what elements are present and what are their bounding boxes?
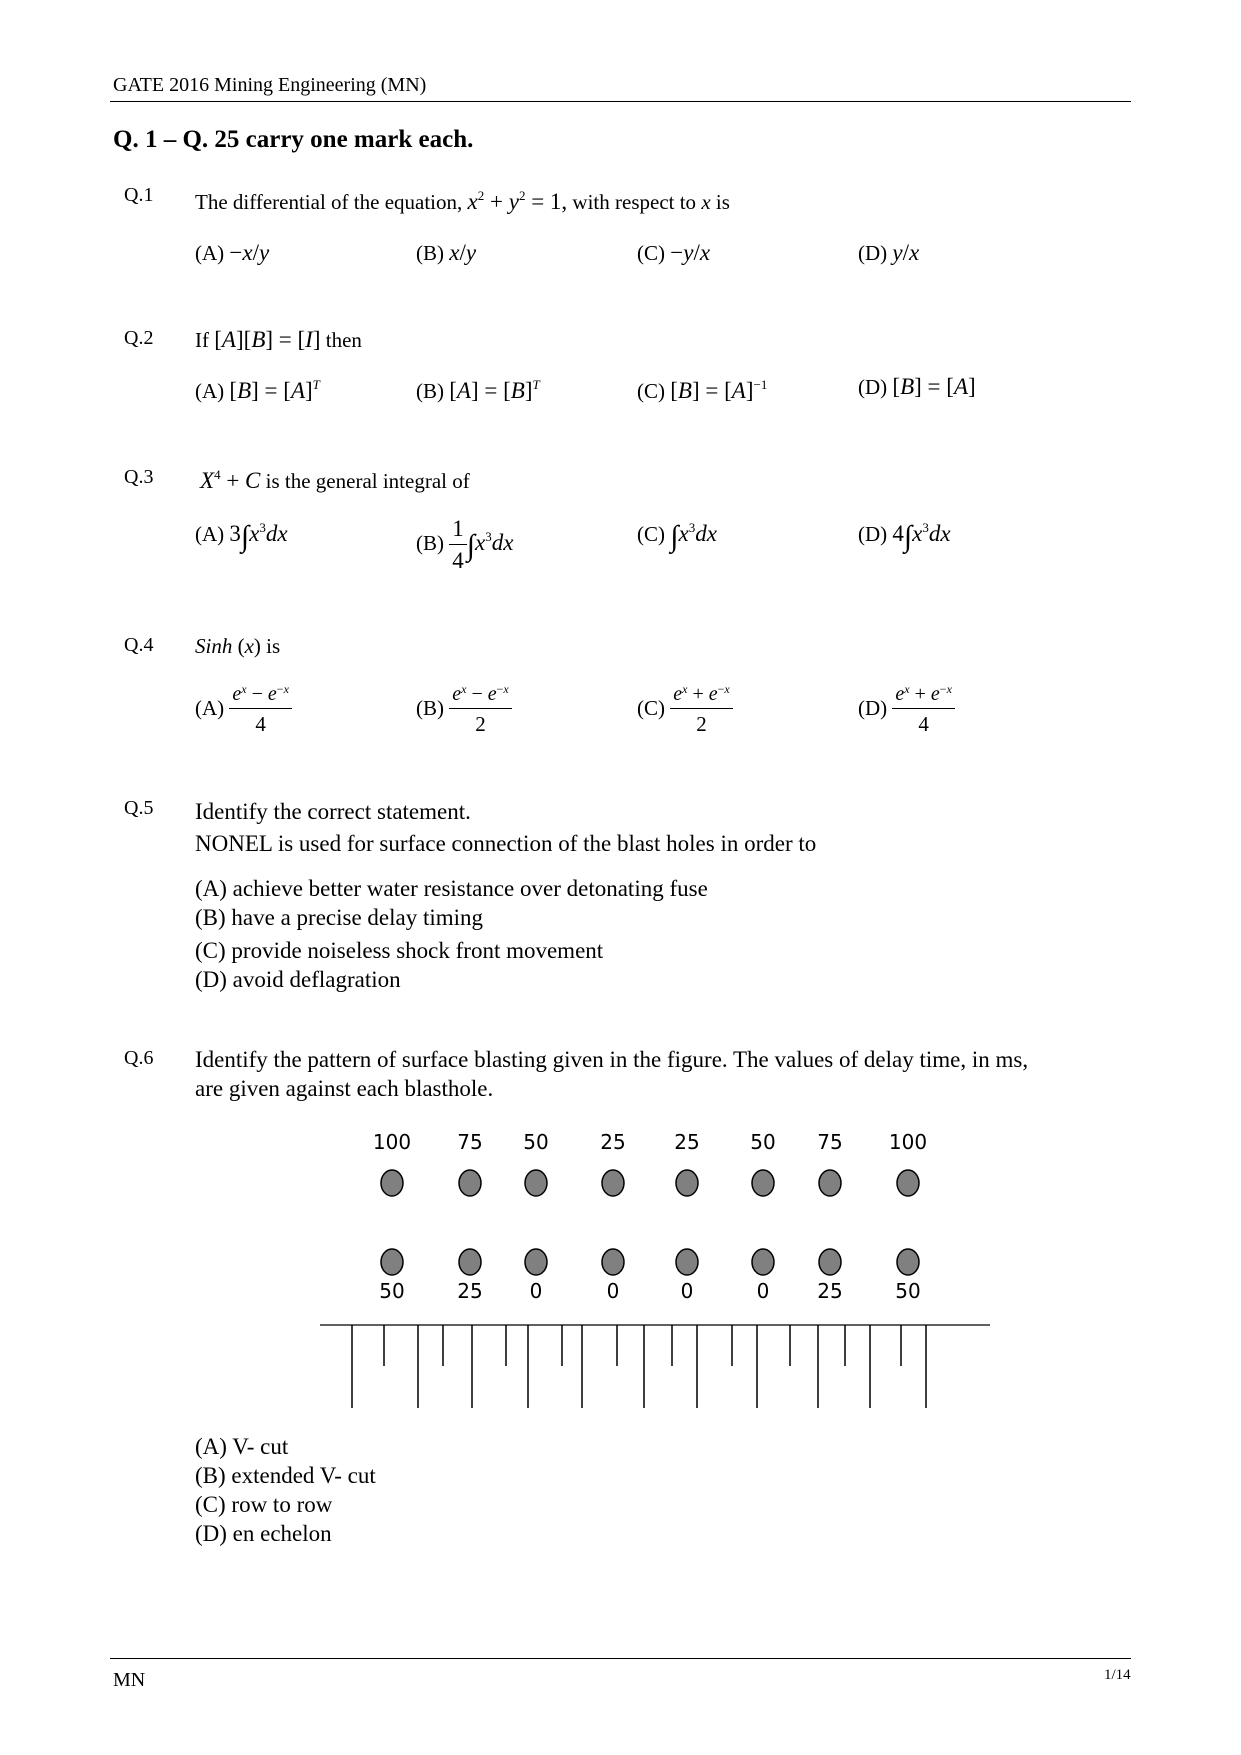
- top-row-delay-label: 75: [457, 1130, 483, 1154]
- q4-expression: Sinh: [195, 634, 233, 658]
- q1-option-d[interactable]: (D) y/x: [858, 240, 920, 265]
- question-number-1: Q.1: [124, 184, 154, 206]
- bottom-row-delay-label: 25: [457, 1279, 483, 1303]
- question-1-stem: [195, 189, 730, 215]
- header-rule: [110, 101, 1131, 102]
- top-row-delay-label: 100: [888, 1130, 928, 1154]
- blasthole-bottom: [602, 1249, 624, 1275]
- blasthole-top: [676, 1170, 698, 1196]
- q5-stem-line-2: NONEL is used for surface connection of the blast holes in order to: [195, 831, 817, 856]
- q3-option-a[interactable]: (A) $3\int x^3dx$: [195, 520, 288, 553]
- blasthole-bottom: [459, 1249, 481, 1275]
- q6-options: [195, 1432, 376, 1548]
- blasthole-top: [602, 1170, 624, 1196]
- top-row-delay-label: 50: [523, 1130, 549, 1154]
- blasthole-bottom: [525, 1249, 547, 1275]
- blasthole-top: [819, 1170, 841, 1196]
- q1-option-b[interactable]: (B) x/y: [416, 240, 477, 265]
- q3-option-d[interactable]: (D) $4\int x^3dx$: [858, 520, 951, 553]
- blasthole-top: [381, 1170, 403, 1196]
- blasthole-bottom: [752, 1249, 774, 1275]
- q1-stem-text: The differential of the equation,: [195, 190, 463, 214]
- bottom-row-delay-label: 50: [379, 1279, 405, 1303]
- q6-option-a[interactable]: (A) V- cut: [195, 1434, 289, 1459]
- top-row-delay-label: 75: [817, 1130, 843, 1154]
- q3-option-b[interactable]: (B) $\frac{1}{4}$ $\int x^3dx$: [416, 516, 514, 573]
- page-number: 1/14: [1104, 1667, 1131, 1683]
- q5-stem-line-1: Identify the correct statement.: [195, 799, 471, 824]
- q6-option-d[interactable]: (D) en echelon: [195, 1521, 332, 1546]
- q1-option-a[interactable]: (A) −x/y: [195, 240, 270, 265]
- q2-stem-text: If: [195, 328, 209, 352]
- q3-option-c[interactable]: (C) $\int x^3dx$: [637, 520, 717, 553]
- q2-option-c[interactable]: (C) $[B] = [A]^{-1}$: [637, 377, 768, 403]
- q2-option-a[interactable]: (A) $[B] = [A]^T$: [195, 377, 320, 403]
- question-number-3: Q.3: [124, 466, 154, 488]
- blasthole-bottom: [676, 1249, 698, 1275]
- ruler-scale: [320, 1325, 990, 1408]
- q5-option-a[interactable]: (A) achieve better water resistance over detonating fuse: [195, 876, 708, 901]
- top-row-delay-label: 25: [600, 1130, 626, 1154]
- bottom-row-delay-label: 0: [529, 1279, 543, 1303]
- bottom-row-delay-label: 0: [756, 1279, 770, 1303]
- q2-option-d[interactable]: (D) [B] = [A]: [858, 374, 976, 399]
- question-number-5: Q.5: [124, 797, 154, 819]
- q4-option-c[interactable]: (C) $\frac{e^x + e^{-x}}{2}$: [637, 683, 733, 737]
- q4-option-d[interactable]: (D) $\frac{e^x + e^{-x}}{4}$: [858, 683, 955, 737]
- q6-stem-line-1: Identify the pattern of surface blasting given in the figure. The values of delay time, in ms,: [195, 1047, 1029, 1072]
- question-number-2: Q.2: [124, 327, 154, 349]
- bottom-row-delay-label: 50: [895, 1279, 921, 1303]
- section-heading: Q. 1 – Q. 25 carry one mark each.: [113, 126, 474, 153]
- blasting-pattern-figure: [300, 1125, 1020, 1425]
- q5-option-c[interactable]: (C) provide noiseless shock front movement: [195, 938, 604, 963]
- q2-stem-text2: then: [325, 328, 362, 352]
- question-6-stem: [195, 1045, 1028, 1103]
- bottom-row-delay-label: 0: [680, 1279, 694, 1303]
- q2-equation: [A][B] = [I]: [214, 327, 321, 352]
- blasthole-top: [752, 1170, 774, 1196]
- q1-equation: $x^2 + y^2 = 1$,: [467, 188, 568, 214]
- question-4-stem: Sinh (x) is: [195, 634, 281, 658]
- top-row-delay-label: 100: [372, 1130, 412, 1154]
- blasthole-bottom: [897, 1249, 919, 1275]
- question-5-stem: [195, 796, 816, 860]
- page-header-title: GATE 2016 Mining Engineering (MN): [113, 74, 427, 96]
- q1-stem-text3: is: [715, 190, 730, 214]
- q5-option-d[interactable]: (D) avoid deflagration: [195, 967, 401, 992]
- q5-options: [195, 874, 708, 994]
- footer-rule: [110, 1658, 1131, 1659]
- question-number-6: Q.6: [124, 1047, 154, 1069]
- q2-option-b[interactable]: (B) $[A] = [B]^T$: [416, 377, 540, 403]
- q5-option-b[interactable]: (B) have a precise delay timing: [195, 905, 484, 930]
- q4-option-a[interactable]: (A) $\frac{e^x - e^{-x}}{4}$: [195, 683, 292, 737]
- q4-stem-text: is: [266, 634, 281, 658]
- blasthole-top: [897, 1170, 919, 1196]
- q1-option-c[interactable]: (C) −y/x: [637, 240, 711, 265]
- question-3-stem: [200, 468, 470, 494]
- q1-stem-text2: with respect to: [572, 190, 697, 214]
- top-row-delay-label: 25: [674, 1130, 700, 1154]
- q1-stem-var: x: [701, 190, 711, 214]
- bottom-row-delay-label: 25: [817, 1279, 843, 1303]
- q6-stem-line-2: are given against each blasthole.: [195, 1076, 494, 1101]
- question-2-stem: [195, 327, 362, 353]
- q3-stem-text: is the general integral of: [265, 469, 470, 493]
- top-row-delay-label: 50: [750, 1130, 776, 1154]
- q3-expression: $X^4 + C$: [200, 467, 261, 493]
- question-number-4: Q.4: [124, 634, 154, 656]
- q4-option-b[interactable]: (B) $\frac{e^x - e^{-x}}{2}$: [416, 683, 512, 737]
- q6-option-c[interactable]: (C) row to row: [195, 1492, 333, 1517]
- blasthole-bottom: [381, 1249, 403, 1275]
- bottom-row-delay-label: 0: [606, 1279, 620, 1303]
- blasthole-bottom: [819, 1249, 841, 1275]
- blasthole-top: [525, 1170, 547, 1196]
- blasthole-top: [459, 1170, 481, 1196]
- q6-option-b[interactable]: (B) extended V- cut: [195, 1463, 376, 1488]
- footer-code: MN: [113, 1669, 146, 1691]
